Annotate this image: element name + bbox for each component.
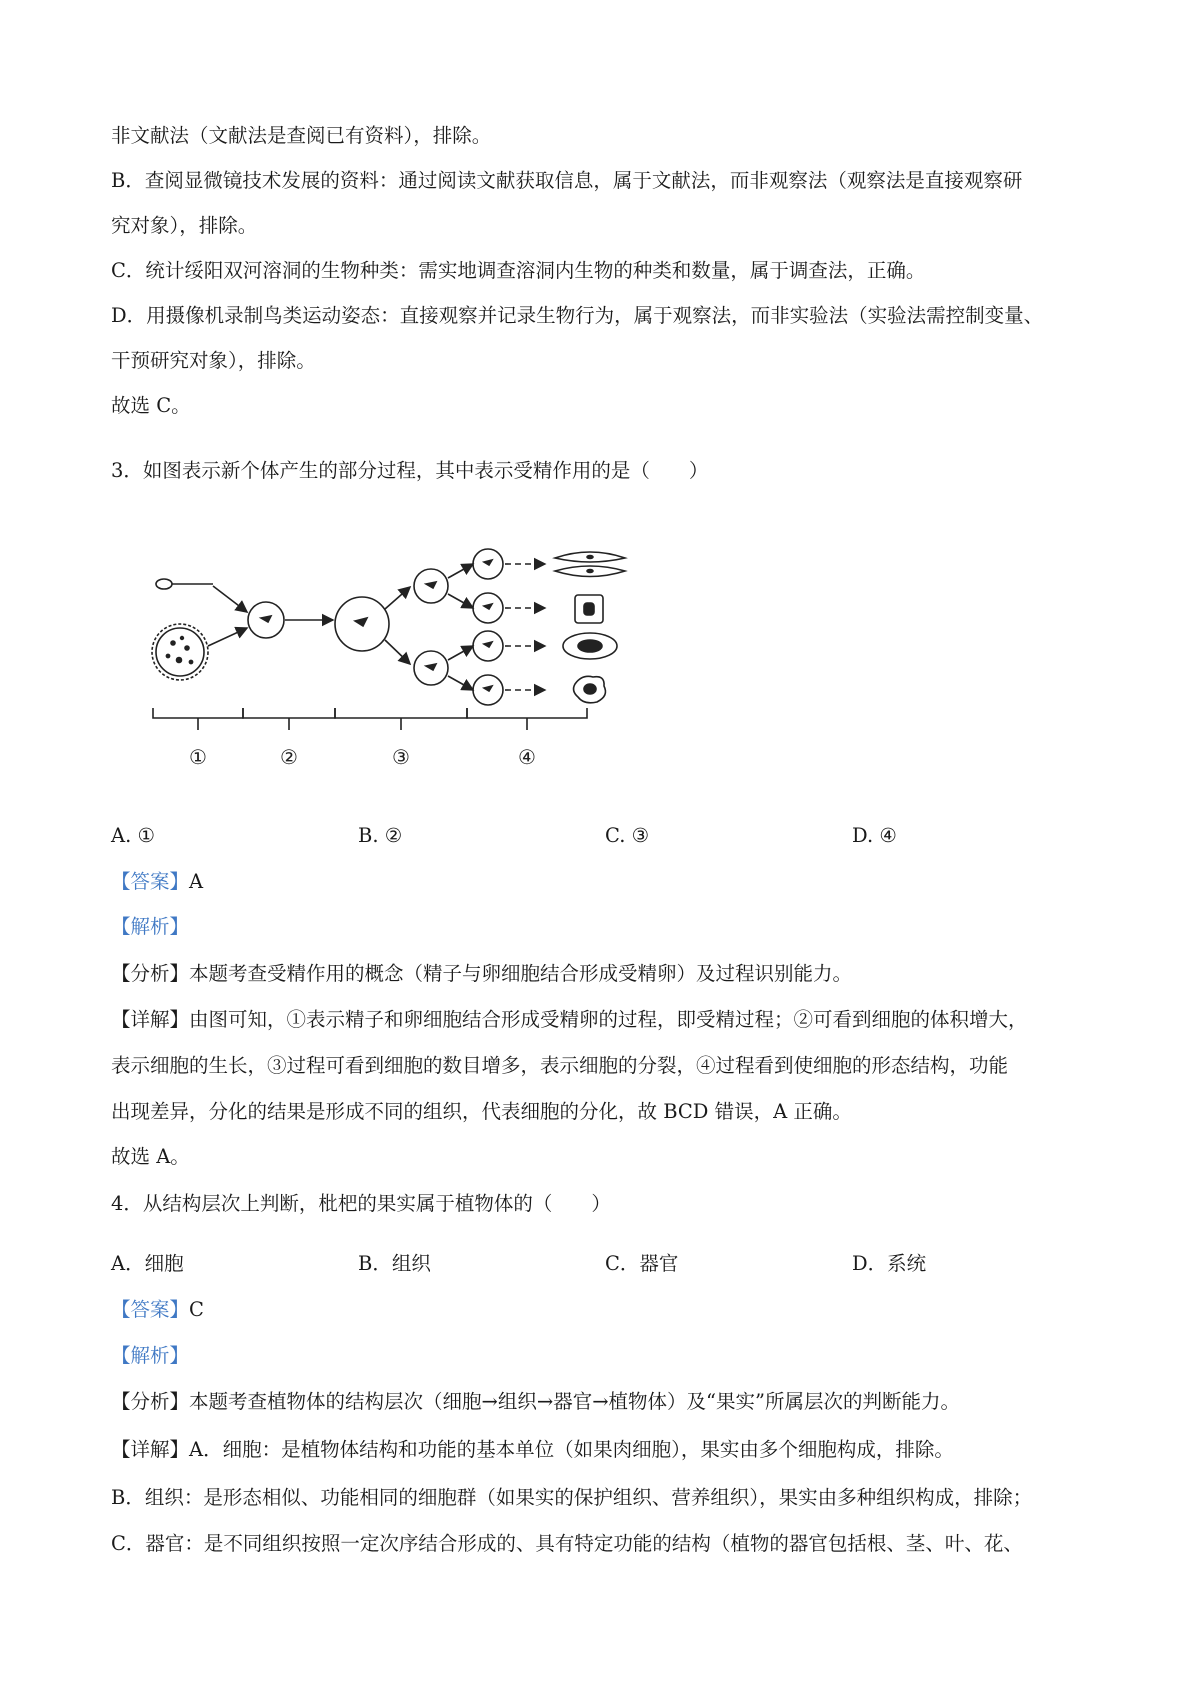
- analysis-heading: [111, 1342, 189, 1370]
- option-a: A．细胞: [111, 1252, 184, 1275]
- xiangjie-tag: 【详解】: [111, 1438, 190, 1461]
- conclusion-line: 故选 A。: [111, 1145, 190, 1168]
- xiangjie-tag: 【详解】: [111, 1008, 190, 1031]
- figure-label: ③: [392, 745, 410, 769]
- bracket-3: [335, 708, 467, 730]
- text-line: C．统计绥阳双河溶洞的生物种类：需实地调查溶洞内生物的种类和数量，属于调查法，正确。: [111, 259, 926, 282]
- fertilization-process-diagram: [135, 508, 695, 798]
- analysis-tag: 【解析】: [111, 915, 190, 938]
- xiangjie-text: A．细胞：是植物体结构和功能的基本单位（如果肉细胞），果实由多个细胞构成，排除。: [189, 1438, 954, 1461]
- bracket-1: [153, 708, 243, 730]
- option-c: C．器官: [605, 1252, 679, 1275]
- text-line: 究对象），排除。: [111, 214, 258, 237]
- analysis-heading: [111, 913, 189, 941]
- grown-cell: [335, 597, 389, 651]
- option-c: C. ③: [605, 824, 650, 847]
- question-4-stem: 4．从结构层次上判断，枇杷的果实属于植物体的（ ）: [111, 1192, 611, 1215]
- option-d: D. ④: [852, 824, 897, 847]
- answer-tag: 【答案】: [111, 1298, 190, 1321]
- fenxi-text: 本题考查植物体的结构层次（细胞→组织→器官→植物体）及“果实”所属层次的判断能力。: [189, 1390, 960, 1413]
- figure-label: ④: [518, 745, 536, 769]
- answer-tag: 【答案】: [111, 870, 190, 893]
- daughter-cell: [473, 593, 503, 623]
- text-line: 非文献法（文献法是查阅已有资料），排除。: [111, 124, 492, 147]
- divided-cell: [414, 569, 448, 603]
- text-line: 表示细胞的生长，③过程可看到细胞的数目增多，表示细胞的分裂，④过程看到使细胞的形态结构，功能: [111, 1054, 1009, 1077]
- option-d: D．系统: [852, 1252, 927, 1275]
- figure-label: ①: [189, 745, 207, 769]
- bracket-2: [243, 708, 335, 730]
- answer-value: A: [189, 870, 204, 893]
- option-b: B．组织: [358, 1252, 431, 1275]
- xiangjie-text: 由图可知，①表示精子和卵细胞结合形成受精卵的过程，即受精过程；②可看到细胞的体积增大，: [189, 1008, 1028, 1031]
- fenxi-line: [111, 960, 852, 988]
- daughter-cell: [473, 549, 503, 579]
- xiangjie-line: [111, 1006, 1028, 1034]
- square-cell: [575, 595, 603, 623]
- egg-cell: [152, 624, 208, 680]
- bracket-4: [467, 708, 587, 730]
- text-line: 干预研究对象），排除。: [111, 349, 316, 372]
- daughter-cell: [473, 631, 503, 661]
- muscle-cells: [555, 552, 625, 577]
- conclusion-line: 故选 C。: [111, 394, 191, 417]
- fenxi-tag: 【分析】: [111, 962, 190, 985]
- oval-cell: [563, 633, 617, 659]
- option-a: A. ①: [111, 824, 155, 847]
- sperm-cell: [156, 579, 213, 589]
- question-3-stem: 3．如图表示新个体产生的部分过程，其中表示受精作用的是（ ）: [111, 459, 709, 482]
- fenxi-line: [111, 1388, 960, 1416]
- xiangjie-line: [111, 1436, 954, 1464]
- analysis-tag: 【解析】: [111, 1344, 190, 1367]
- daughter-cell: [473, 675, 503, 705]
- fenxi-text: 本题考查受精作用的概念（精子与卵细胞结合形成受精卵）及过程识别能力。: [189, 962, 853, 985]
- irregular-cell: [574, 676, 606, 703]
- answer-line: [111, 1296, 204, 1324]
- text-line: B．组织：是形态相似、功能相同的细胞群（如果实的保护组织、营养组织），果实由多种组织构成，排除；: [111, 1486, 1033, 1509]
- zygote-cell: [248, 602, 284, 638]
- text-line: C．器官：是不同组织按照一定次序结合形成的、具有特定功能的结构（植物的器官包括根、茎、叶、花、: [111, 1532, 1023, 1555]
- option-b: B. ②: [358, 824, 403, 847]
- fenxi-tag: 【分析】: [111, 1390, 190, 1413]
- answer-line: [111, 868, 203, 896]
- figure-label: ②: [280, 745, 298, 769]
- text-line: B．查阅显微镜技术发展的资料：通过阅读文献获取信息，属于文献法，而非观察法（观察法是直接观察研: [111, 169, 1023, 192]
- divided-cell: [414, 651, 448, 685]
- text-line: D．用摄像机录制鸟类运动姿态：直接观察并记录生物行为，属于观察法，而非实验法（实验法需控制变量、: [111, 304, 1044, 327]
- text-line: 出现差异，分化的结果是形成不同的组织，代表细胞的分化，故 BCD 错误，A 正确。: [111, 1100, 852, 1123]
- answer-value: C: [189, 1298, 204, 1321]
